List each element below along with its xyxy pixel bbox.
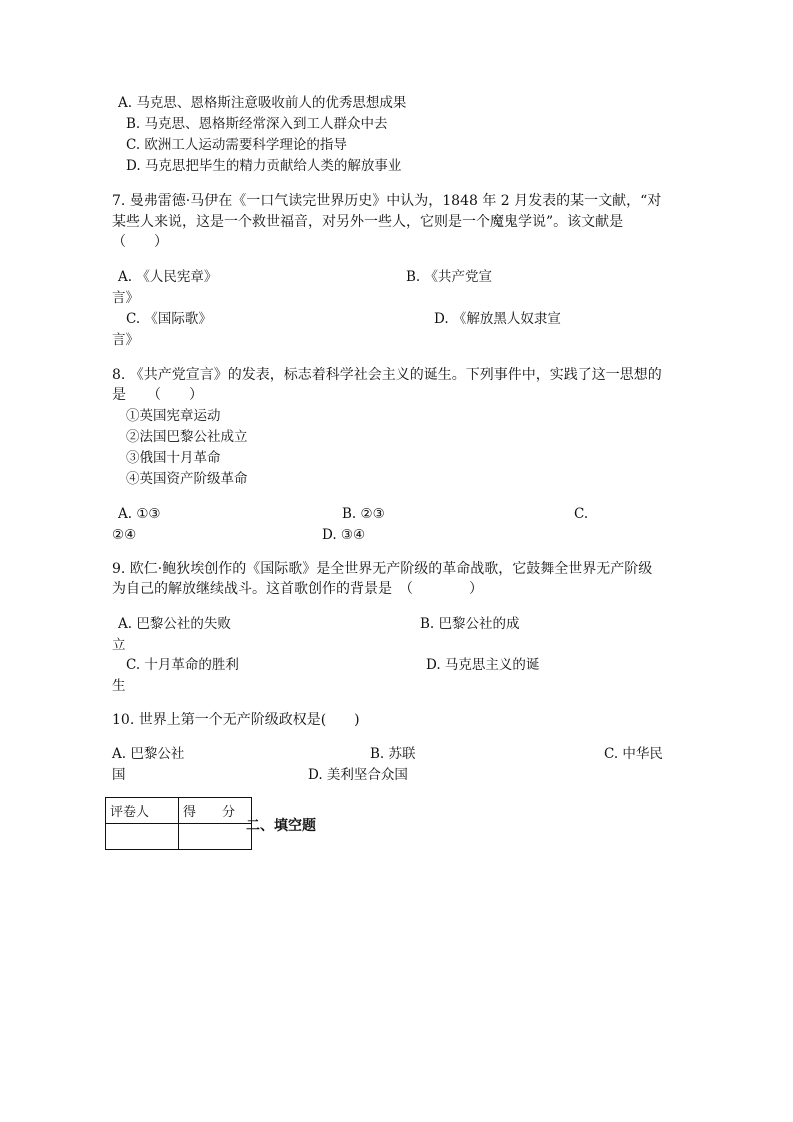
q9-question-line-2: 为自己的解放继续战斗。这首歌创作的背景是 （ ） <box>112 581 483 597</box>
q7-question-line-1: 7. 曼弗雷德·马伊在《一口气读完世界历史》中认为，1848 年 2 月发表的某一文献，“对 <box>112 193 662 209</box>
q8-option-d: D. ③④ <box>322 527 366 543</box>
grader-header-cell: 评卷人 <box>106 798 179 824</box>
q6-option-c: C. 欧洲工人运动需要科学理论的指导 <box>126 137 347 153</box>
q7-question-line-2: 某些人来说，这是一个救世福音，对另外一些人，它则是一个魔鬼学说”。该文献是 <box>112 214 624 230</box>
score-header-cell: 得 分 <box>179 798 252 824</box>
q9-option-d-cont: 生 <box>112 678 126 694</box>
q8-option-b: B. ②③ <box>342 506 385 522</box>
q9-option-b: B. 巴黎公社的成 <box>420 616 520 632</box>
q9-option-b-cont: 立 <box>112 637 126 653</box>
q8-item-3: ③俄国十月革命 <box>126 450 221 466</box>
q6-option-b: B. 马克思、恩格斯经常深入到工人群众中去 <box>126 116 388 132</box>
score-value-cell <box>179 824 252 850</box>
q8-option-c: C. <box>574 506 589 522</box>
q7-option-c: C. 《国际歌》 <box>126 311 212 327</box>
q8-option-c-cont: ②④ <box>112 527 137 543</box>
q6-option-d: D. 马克思把毕生的精力贡献给人类的解放事业 <box>126 158 402 174</box>
q10-option-d: D. 美利坚合众国 <box>308 767 408 783</box>
q9-option-a: A. 巴黎公社的失败 <box>118 616 231 632</box>
q9-option-d: D. 马克思主义的诞 <box>426 657 540 673</box>
q8-question-line-2: 是 （ ） <box>112 387 203 403</box>
q10-option-a: A. 巴黎公社 <box>112 746 185 762</box>
q6-option-a: A. 马克思、恩格斯注意吸收前人的优秀思想成果 <box>118 95 407 111</box>
q8-question-line-1: 8. 《共产党宣言》的发表，标志着科学社会主义的诞生。下列事件中，实践了这一思想的 <box>112 367 662 383</box>
q7-question-line-3: （ ） <box>112 234 168 250</box>
q8-item-2: ②法国巴黎公社成立 <box>126 429 248 445</box>
grader-score-table <box>105 797 252 850</box>
q7-option-a: A. 《人民宪章》 <box>118 269 218 285</box>
q10-option-c-cont: 国 <box>112 767 126 783</box>
q7-option-d: D. 《解放黑人奴隶宣 <box>434 311 561 327</box>
q7-option-b: B. 《共产党宣 <box>406 269 493 285</box>
q8-option-a: A. ①③ <box>118 506 161 522</box>
q9-question-line-1: 9. 欧仁·鲍狄埃创作的《国际歌》是全世界无产阶级的革命战歌，它鼓舞全世界无产阶级 <box>112 561 653 577</box>
q10-option-c: C. 中华民 <box>604 746 663 762</box>
q10-option-b: B. 苏联 <box>370 746 416 762</box>
q10-question: 10. 世界上第一个无产阶级政权是( ) <box>112 712 360 728</box>
q9-option-c: C. 十月革命的胜利 <box>126 657 239 673</box>
q8-item-1: ①英国宪章运动 <box>126 408 221 424</box>
q7-option-d-cont: 言》 <box>112 332 139 348</box>
section-title-fill-in: 二、填空题 <box>246 818 316 834</box>
q7-option-b-cont: 言》 <box>112 290 139 306</box>
grader-value-cell <box>106 824 179 850</box>
q8-item-4: ④英国资产阶级革命 <box>126 471 248 487</box>
